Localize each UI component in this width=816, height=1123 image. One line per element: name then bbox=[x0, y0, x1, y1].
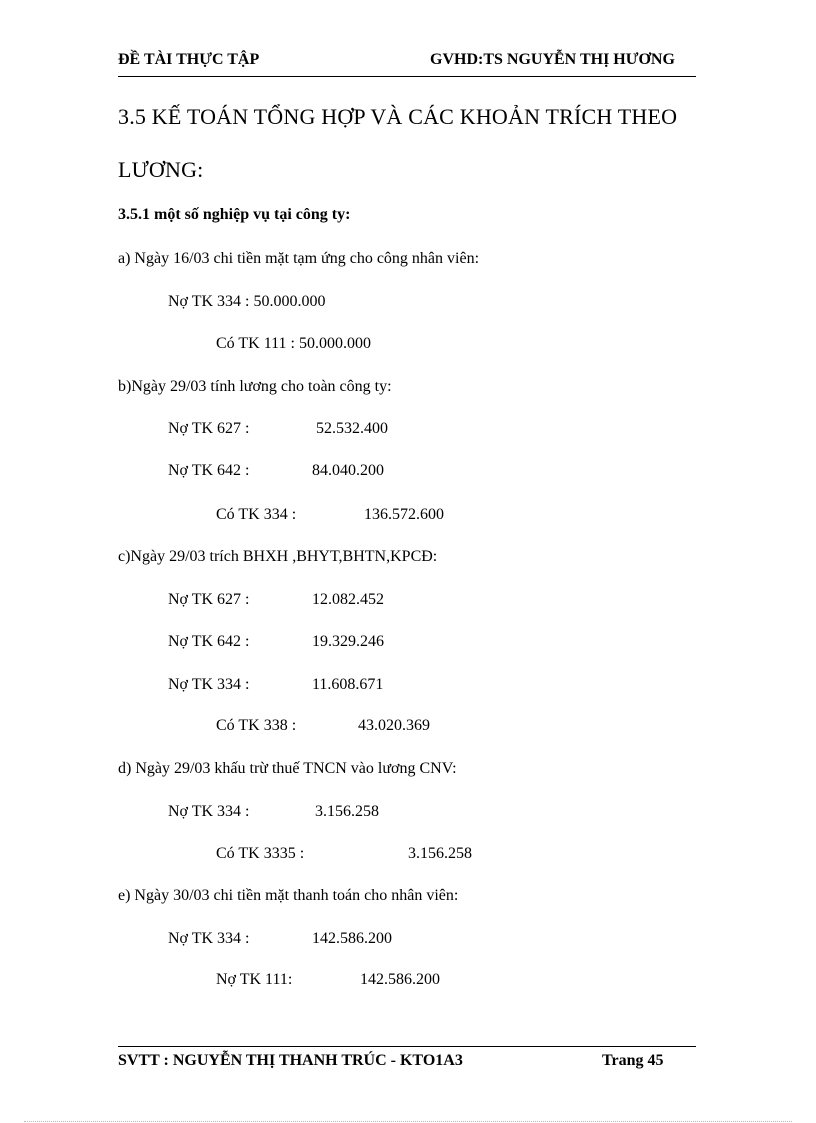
entry-e-label: Nợ TK 334 : bbox=[168, 930, 250, 947]
entry-e-label: Nợ TK 111: bbox=[216, 971, 293, 988]
entry-b-label: Nợ TK 627 : bbox=[168, 420, 250, 437]
entry-e-value: 142.586.200 bbox=[312, 930, 392, 947]
page-bottom-edge bbox=[24, 1121, 792, 1122]
entry-c-label: Nợ TK 627 : bbox=[168, 591, 250, 608]
entry-d-value: 3.156.258 bbox=[315, 803, 379, 820]
header-divider bbox=[118, 76, 696, 77]
entry-d-label: Có TK 3335 : bbox=[216, 845, 305, 862]
entry-b-label: Có TK 334 : bbox=[216, 506, 297, 523]
entry-e-title: e) Ngày 30/03 chi tiền mặt thanh toán cho nhân viên: bbox=[118, 887, 459, 904]
entry-c-value: 19.329.246 bbox=[312, 633, 384, 650]
entry-e-value: 142.586.200 bbox=[360, 971, 440, 988]
entry-d-value: 3.156.258 bbox=[408, 845, 472, 862]
subsection-heading: 3.5.1 một số nghiệp vụ tại công ty: bbox=[118, 206, 351, 223]
entry-d-title: d) Ngày 29/03 khấu trừ thuế TNCN vào lương CNV: bbox=[118, 760, 457, 777]
header-advisor: GVHD:TS NGUYỄN THỊ HƯƠNG bbox=[430, 51, 675, 68]
entry-b-label: Nợ TK 642 : bbox=[168, 462, 250, 479]
entry-d-label: Nợ TK 334 : bbox=[168, 803, 250, 820]
entry-c-label: Nợ TK 642 : bbox=[168, 633, 250, 650]
entry-a-title: a) Ngày 16/03 chi tiền mặt tạm ứng cho công nhân viên: bbox=[118, 250, 480, 267]
entry-c-title: c)Ngày 29/03 trích BHXH ,BHYT,BHTN,KPCĐ: bbox=[118, 548, 438, 565]
entry-b-value: 136.572.600 bbox=[364, 506, 444, 523]
entry-c-label: Nợ TK 334 : bbox=[168, 676, 250, 693]
footer-student: SVTT : NGUYỄN THỊ THANH TRÚC - KTO1A3 bbox=[118, 1052, 463, 1069]
entry-b-value: 84.040.200 bbox=[312, 462, 384, 479]
entry-c-value: 11.608.671 bbox=[312, 676, 384, 693]
entry-c-value: 12.082.452 bbox=[312, 591, 384, 608]
entry-b-value: 52.532.400 bbox=[316, 420, 388, 437]
entry-c-value: 43.020.369 bbox=[358, 717, 430, 734]
entry-a-debit: Nợ TK 334 : 50.000.000 bbox=[168, 293, 326, 310]
page-number: Trang 45 bbox=[602, 1052, 664, 1069]
footer-divider bbox=[118, 1046, 696, 1047]
section-heading-line1: 3.5 KẾ TOÁN TỔNG HỢP VÀ CÁC KHOẢN TRÍCH THEO bbox=[118, 104, 678, 129]
entry-b-title: b)Ngày 29/03 tính lương cho toàn công ty: bbox=[118, 378, 392, 395]
entry-a-credit: Có TK 111 : 50.000.000 bbox=[216, 335, 371, 352]
header-title: ĐỀ TÀI THỰC TẬP bbox=[118, 51, 260, 68]
entry-c-label: Có TK 338 : bbox=[216, 717, 297, 734]
section-heading-line2: LƯƠNG: bbox=[118, 157, 204, 182]
